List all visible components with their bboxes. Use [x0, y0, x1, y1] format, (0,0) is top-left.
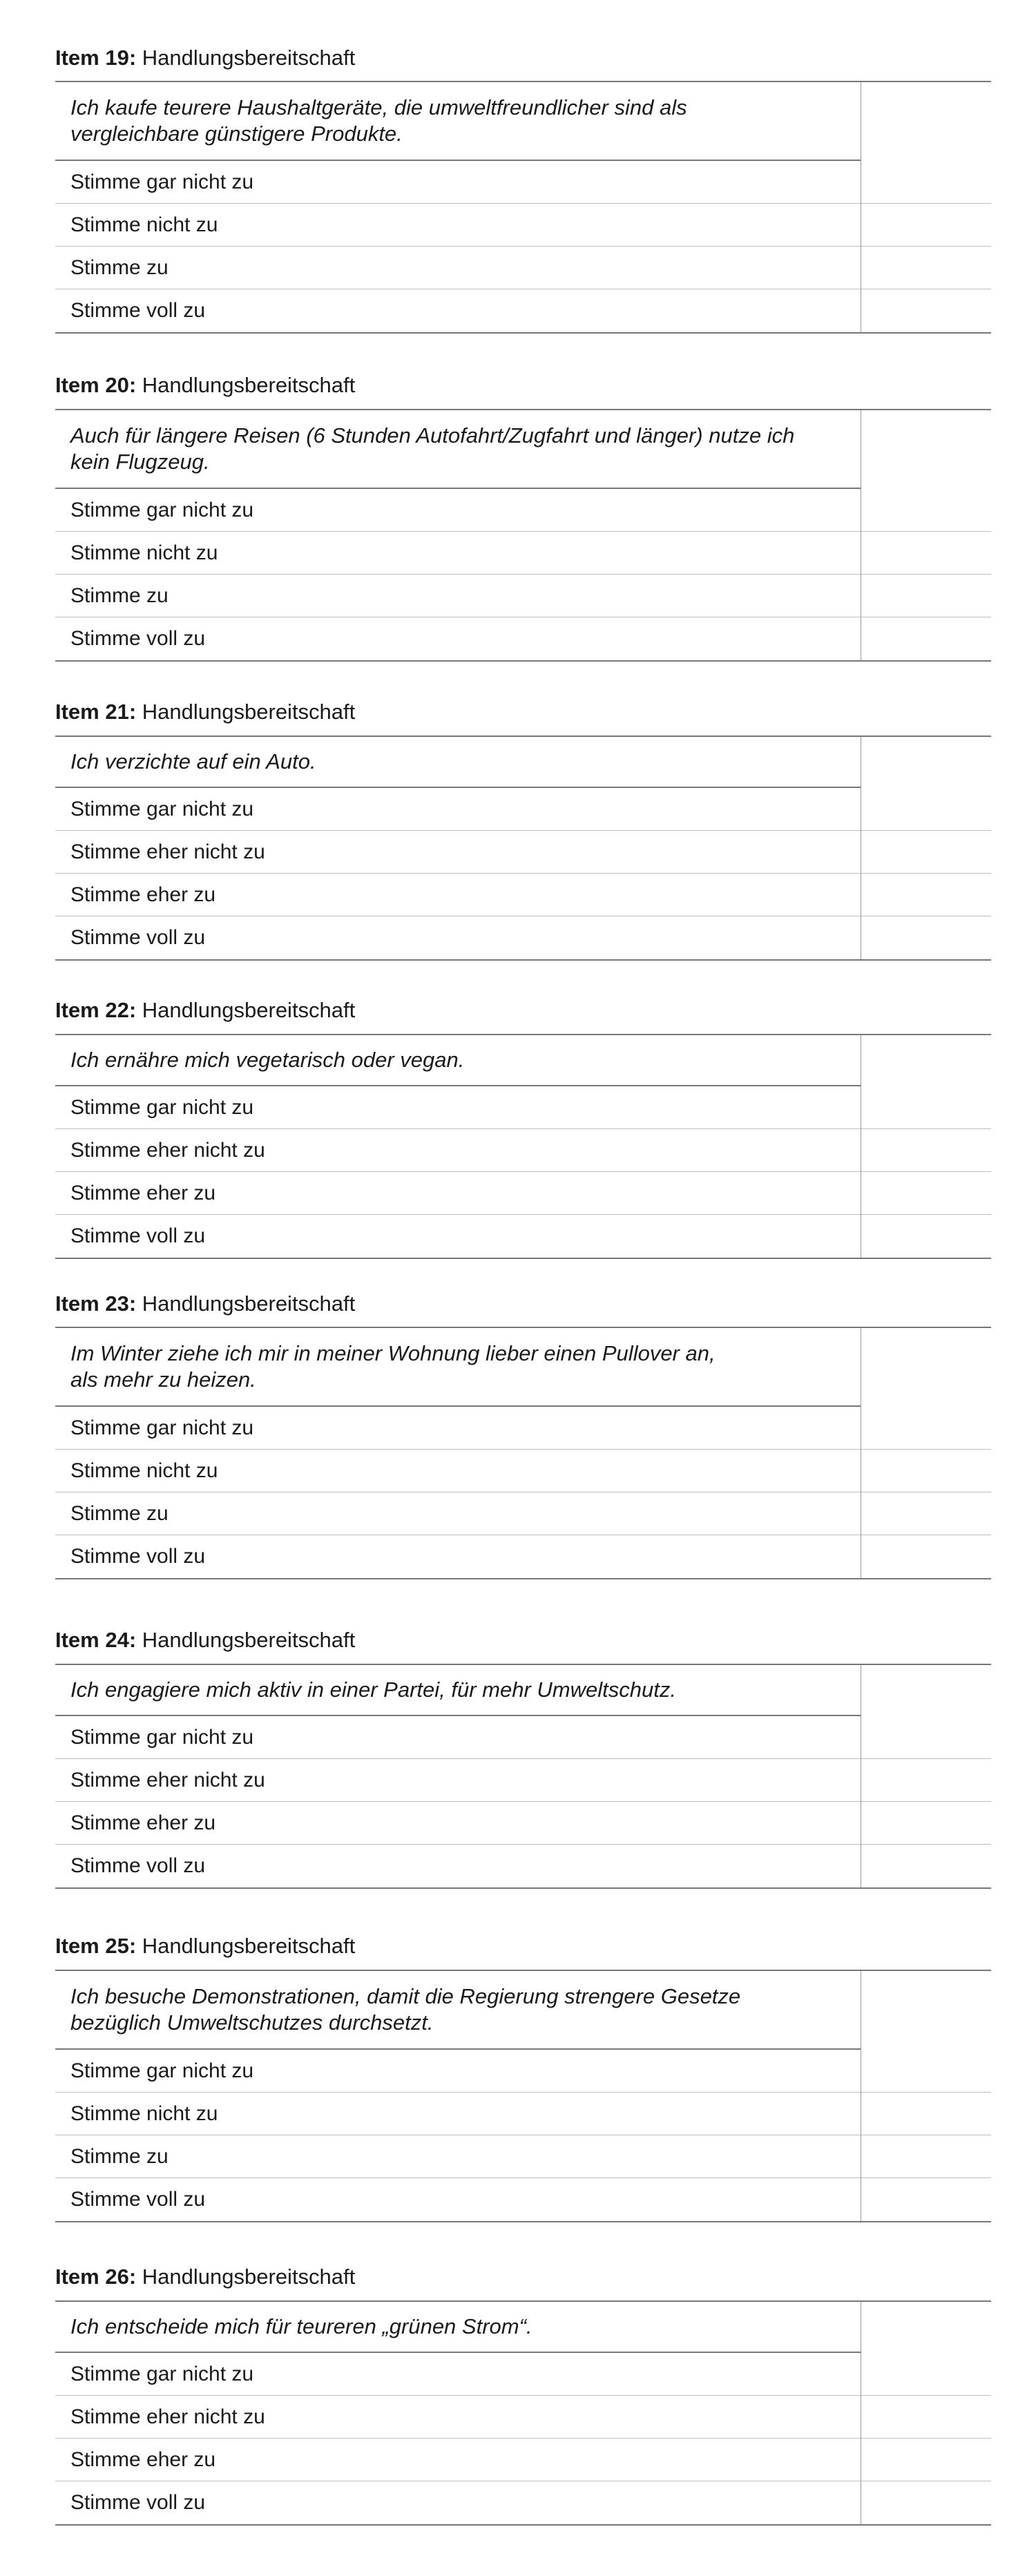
item-number: Item 20:: [55, 373, 137, 397]
item-heading: [55, 46, 988, 70]
item-statement: [55, 1035, 861, 1086]
item-heading: [55, 998, 988, 1023]
answer-option-row[interactable]: [55, 1172, 991, 1215]
answer-option-row[interactable]: [55, 874, 991, 916]
answer-option-row[interactable]: [55, 1129, 991, 1172]
item-statement: [55, 2302, 861, 2353]
item-statement-text: Ich ernähre mich vegetarisch oder vegan.: [70, 1048, 465, 1072]
answer-option-label: Stimme voll zu: [70, 627, 206, 650]
answer-option-label: Stimme zu: [70, 256, 169, 279]
item-number: Item 19:: [55, 46, 137, 70]
item-table: [55, 1327, 991, 1579]
answer-option-row[interactable]: [55, 289, 991, 332]
answer-option-row[interactable]: [55, 2135, 991, 2178]
item-table: [55, 1970, 991, 2222]
answer-option-row[interactable]: [55, 2481, 991, 2524]
item-statement-text: Ich entscheide mich für teureren „grünen Strom“.: [70, 2314, 533, 2338]
item-category: Handlungsbereitschaft: [142, 998, 356, 1022]
answer-option-label: Stimme eher zu: [70, 2448, 216, 2471]
item-number: Item 26:: [55, 2265, 137, 2289]
answer-option-label: Stimme voll zu: [70, 2188, 206, 2211]
answer-option-label: Stimme nicht zu: [70, 541, 218, 564]
answer-option-row[interactable]: [55, 617, 991, 660]
answer-option-label: Stimme nicht zu: [70, 1459, 218, 1482]
item-number: Item 24:: [55, 1628, 137, 1652]
item-heading: [55, 1291, 988, 1316]
item-heading: [55, 373, 988, 398]
answer-option-label: Stimme gar nicht zu: [70, 2059, 254, 2082]
answer-option-label: Stimme gar nicht zu: [70, 2362, 254, 2385]
answer-option-label: Stimme eher nicht zu: [70, 1138, 265, 1162]
answer-option-label: Stimme eher zu: [70, 883, 216, 906]
answer-option-row[interactable]: [55, 2050, 991, 2093]
answer-option-label: Stimme zu: [70, 2144, 169, 2168]
answer-option-row[interactable]: [55, 1802, 991, 1845]
item-number: Item 22:: [55, 998, 137, 1022]
answer-option-row[interactable]: [55, 1215, 991, 1258]
answer-option-label: Stimme gar nicht zu: [70, 170, 254, 193]
item-statement-text: Ich engagiere mich aktiv in einer Partei, für mehr Umweltschutz.: [70, 1678, 676, 1702]
item-heading: [55, 700, 988, 724]
answer-option-row[interactable]: [55, 788, 991, 831]
answer-option-row[interactable]: [55, 831, 991, 874]
item-statement-text: Ich besuche Demonstrationen, damit die Regierung strengere Gesetze bezüglich Umweltschutzes durchsetzt.: [70, 1984, 741, 2035]
answer-option-row[interactable]: [55, 2178, 991, 2221]
answer-option-row[interactable]: [55, 247, 991, 289]
item-statement: [55, 1665, 861, 1716]
item-category: Handlungsbereitschaft: [142, 1628, 356, 1652]
answer-option-row[interactable]: [55, 1492, 991, 1535]
item-category: Handlungsbereitschaft: [142, 2265, 356, 2289]
answer-option-row[interactable]: [55, 1845, 991, 1887]
answer-option-label: Stimme voll zu: [70, 1854, 206, 1877]
answer-option-row[interactable]: [55, 2439, 991, 2481]
item-number: Item 25:: [55, 1934, 137, 1958]
item-statement-text: Ich verzichte auf ein Auto.: [70, 749, 316, 773]
answer-option-row[interactable]: [55, 1716, 991, 1759]
answer-option-label: Stimme gar nicht zu: [70, 498, 254, 521]
answer-option-row[interactable]: [55, 2093, 991, 2135]
answer-option-label: Stimme voll zu: [70, 2491, 206, 2514]
answer-option-label: Stimme eher zu: [70, 1811, 216, 1834]
item-statement: [55, 410, 861, 489]
item-statement-text: Auch für längere Reisen (6 Stunden Autofahrt/Zugfahrt und länger) nutze ich kein Flugzeug.: [70, 423, 795, 474]
answer-option-label: Stimme gar nicht zu: [70, 1416, 254, 1439]
item-table: [55, 1034, 991, 1259]
answer-option-label: Stimme zu: [70, 1501, 169, 1525]
answer-option-label: Stimme gar nicht zu: [70, 1725, 254, 1749]
item-table: [55, 736, 991, 961]
answer-option-label: Stimme eher nicht zu: [70, 2405, 265, 2428]
answer-option-label: Stimme eher zu: [70, 1181, 216, 1204]
item-category: Handlungsbereitschaft: [142, 373, 356, 397]
answer-option-row[interactable]: [55, 532, 991, 575]
item-category: Handlungsbereitschaft: [142, 46, 356, 70]
answer-option-row[interactable]: [55, 1407, 991, 1450]
answer-option-label: Stimme eher nicht zu: [70, 840, 265, 863]
answer-option-row[interactable]: [55, 1535, 991, 1578]
answer-option-label: Stimme nicht zu: [70, 213, 218, 236]
answer-option-label: Stimme voll zu: [70, 299, 206, 322]
answer-option-row[interactable]: [55, 2396, 991, 2439]
answer-option-label: Stimme gar nicht zu: [70, 1095, 254, 1119]
item-statement-text: Ich kaufe teurere Haushaltgeräte, die umweltfreundlicher sind als vergleichbare günstigere Produkte.: [70, 95, 687, 146]
item-number: Item 23:: [55, 1291, 137, 1316]
item-statement: [55, 737, 861, 788]
answer-option-label: Stimme voll zu: [70, 1224, 206, 1247]
item-table: [55, 409, 991, 662]
item-statement: [55, 1328, 861, 1407]
item-statement-text: Im Winter ziehe ich mir in meiner Wohnung lieber einen Pullover an, als mehr zu heizen.: [70, 1341, 716, 1392]
answer-option-row[interactable]: [55, 489, 991, 532]
item-heading: [55, 1934, 988, 1959]
answer-option-row[interactable]: [55, 575, 991, 617]
answer-option-label: Stimme eher nicht zu: [70, 1768, 265, 1791]
item-table: [55, 2300, 991, 2526]
answer-option-row[interactable]: [55, 161, 991, 204]
item-heading: [55, 1628, 988, 1653]
answer-option-label: Stimme voll zu: [70, 926, 206, 949]
answer-option-row[interactable]: [55, 916, 991, 959]
item-statement: [55, 1971, 861, 2050]
answer-option-row[interactable]: [55, 1086, 991, 1129]
answer-option-row[interactable]: [55, 1759, 991, 1802]
answer-option-row[interactable]: [55, 204, 991, 247]
item-category: Handlungsbereitschaft: [142, 1291, 356, 1316]
item-table: [55, 81, 991, 334]
answer-option-label: Stimme nicht zu: [70, 2102, 218, 2125]
item-statement: [55, 82, 861, 161]
item-number: Item 21:: [55, 700, 137, 724]
item-heading: [55, 2265, 988, 2289]
answer-option-label: Stimme gar nicht zu: [70, 797, 254, 820]
item-table: [55, 1664, 991, 1889]
item-category: Handlungsbereitschaft: [142, 1934, 356, 1958]
item-category: Handlungsbereitschaft: [142, 700, 356, 724]
answer-option-label: Stimme zu: [70, 584, 169, 607]
answer-option-label: Stimme voll zu: [70, 1545, 206, 1568]
answer-option-row[interactable]: [55, 2353, 991, 2396]
answer-option-row[interactable]: [55, 1450, 991, 1492]
